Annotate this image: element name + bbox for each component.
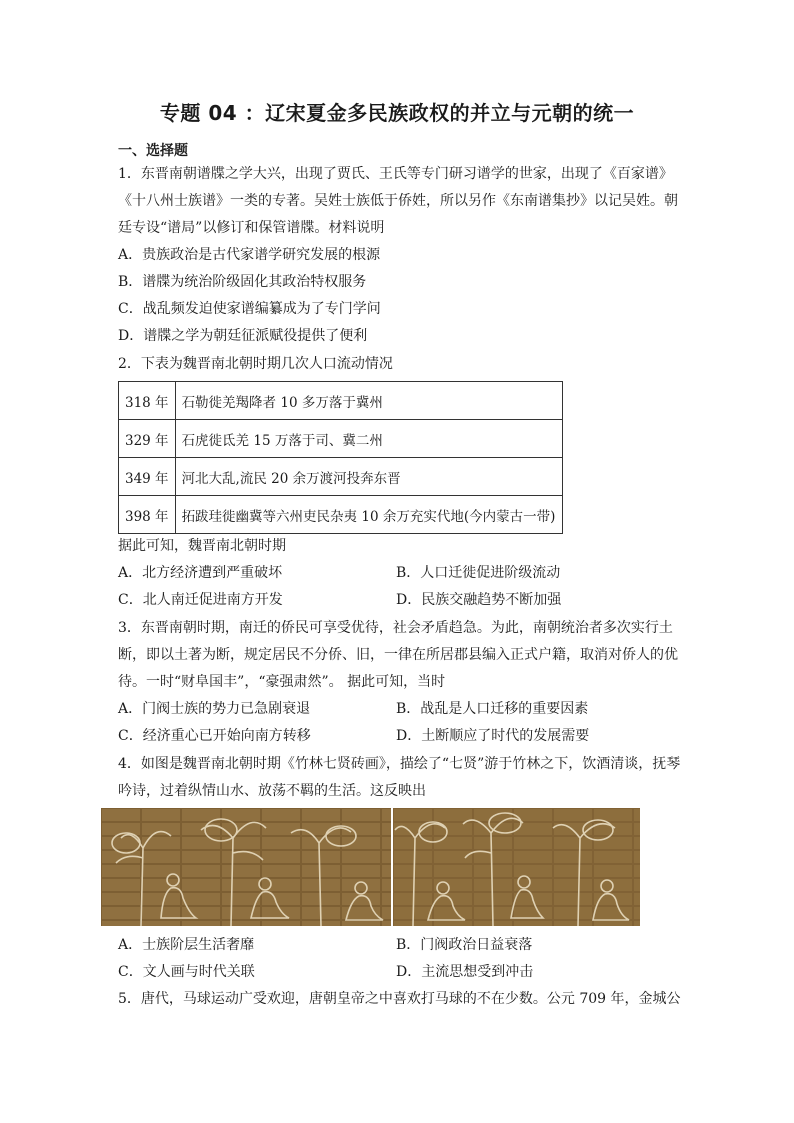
table-cell-year: 318 年: [119, 382, 176, 420]
q1-line-3: 廷专设“谱局”以修订和保管谱牒。材料说明: [118, 220, 385, 236]
q3-line-1: 3．东晋南朝时期，南迁的侨民可享受优待，社会矛盾趋急。为此，南朝统治者多次实行土: [118, 620, 673, 636]
q4-line-1: 4．如图是魏晋南北朝时期《竹林七贤砖画》，描绘了“七贤”游于竹林之下，饮酒清谈，抚琴: [118, 756, 681, 772]
q3-line-3: 待。一时“财阜国丰”，“豪强肃然”。 据此可知，当时: [118, 674, 446, 690]
table-cell-event: 石勒徙羌羯降者 10 多万落于冀州: [175, 382, 562, 420]
table-cell-year: 329 年: [119, 420, 176, 458]
table-cell-event: 拓跋珪徙幽冀等六州吏民杂夷 10 余万充实代地(今内蒙古一带): [175, 496, 562, 534]
q2-stem: 2．下表为魏晋南北朝时期几次人口流动情况: [118, 356, 393, 372]
q4-option-c: C．文人画与时代关联: [118, 964, 255, 980]
q2-option-b: B．人口迁徙促进阶级流动: [396, 565, 561, 581]
q1-option-b: B．谱牒为统治阶级固化其政治特权服务: [118, 274, 367, 290]
q2-option-a: A．北方经济遭到严重破坏: [118, 565, 283, 581]
table-row: [119, 496, 563, 534]
q3-option-b: B．战乱是人口迁移的重要因素: [396, 701, 589, 717]
q1-option-c: C．战乱频发迫使家谱编纂成为了专门学问: [118, 301, 381, 317]
table-cell-event: 石虎徙氐羌 15 万落于司、冀二州: [175, 420, 562, 458]
q1-line-2: 《十八州士族谱》一类的专著。吴姓士族低于侨姓，所以另作《东南谱集抄》以记吴姓。朝: [118, 193, 678, 209]
brick-mural-image-left: [101, 808, 391, 926]
table-cell-event: 河北大乱,流民 20 余万渡河投奔东晋: [175, 458, 562, 496]
q3-option-c: C．经济重心已开始向南方转移: [118, 728, 311, 744]
q4-option-a: A．士族阶层生活奢靡: [118, 937, 255, 953]
table-cell-year: 349 年: [119, 458, 176, 496]
q2-option-d: D．民族交融趋势不断加强: [396, 592, 562, 608]
q3-option-d: D．土断顺应了时代的发展需要: [396, 728, 590, 744]
q1-option-d: D．谱牒之学为朝廷征派赋役提供了便利: [118, 328, 368, 344]
q3-line-2: 断，即以土著为断，规定居民不分侨、旧，一律在所居郡县编入正式户籍，取消对侨人的优: [118, 647, 678, 663]
table-row: [119, 420, 563, 458]
table-cell-year: 398 年: [119, 496, 176, 534]
q2-option-c: C．北人南迁促进南方开发: [118, 592, 283, 608]
q4-option-d: D．主流思想受到冲击: [396, 964, 534, 980]
q4-line-2: 吟诗，过着纵情山水、放荡不羁的生活。这反映出: [118, 783, 426, 799]
page-title: 专题 04 ：辽宋夏金多民族政权的并立与元朝的统一: [159, 101, 635, 125]
q4-option-b: B．门阀政治日益衰落: [396, 937, 533, 953]
q1-line-1: 1．东晋南朝谱牒之学大兴，出现了贾氏、王氏等专门研习谱学的世家，出现了《百家谱》: [118, 166, 673, 182]
q2-after: 据此可知，魏晋南北朝时期: [118, 538, 286, 554]
q3-option-a: A．门阀士族的势力已急剧衰退: [118, 701, 311, 717]
table-row: [119, 382, 563, 420]
q5-line-1: 5．唐代，马球运动广受欢迎，唐朝皇帝之中喜欢打马球的不在少数。公元 709 年，金城公: [118, 991, 681, 1007]
brick-mural-image-right: [393, 808, 640, 926]
table-row: [119, 458, 563, 496]
q1-option-a: A．贵族政治是古代家谱学研究发展的根源: [118, 247, 381, 263]
population-table: [118, 381, 563, 534]
section-heading: 一、选择题: [118, 143, 188, 159]
